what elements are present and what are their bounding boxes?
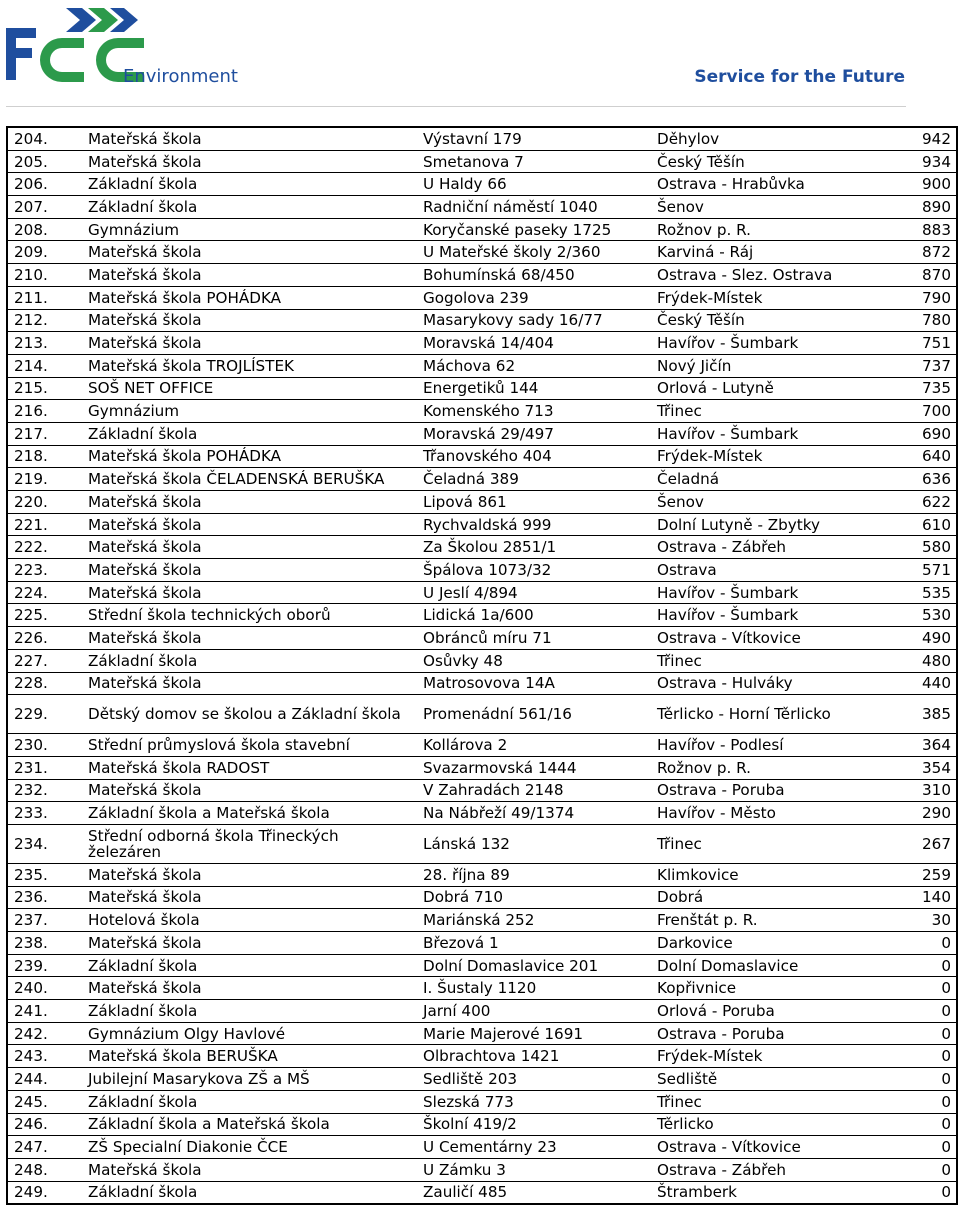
- street-address: V Zahradách 2148: [417, 779, 651, 802]
- table-row: [7, 218, 957, 241]
- street-address: Koryčanské paseky 1725: [417, 218, 651, 241]
- city-name: Rožnov p. R.: [651, 756, 871, 779]
- city-name: Havířov - Podlesí: [651, 734, 871, 757]
- row-value: 0: [871, 1090, 957, 1113]
- row-value: 0: [871, 1000, 957, 1023]
- city-name: Orlová - Lutyně: [651, 377, 871, 400]
- street-address: Rychvaldská 999: [417, 513, 651, 536]
- table-row: [7, 649, 957, 672]
- street-address: Energetiků 144: [417, 377, 651, 400]
- city-name: Ostrava - Hulváky: [651, 672, 871, 695]
- street-address: Máchova 62: [417, 354, 651, 377]
- street-address: Svazarmovská 1444: [417, 756, 651, 779]
- city-name: Ostrava - Zábřeh: [651, 1158, 871, 1181]
- row-value: 364: [871, 734, 957, 757]
- city-name: Český Těšín: [651, 150, 871, 173]
- row-value: 267: [871, 824, 957, 863]
- school-name: Mateřská škola ČELADENSKÁ BERUŠKA: [82, 468, 417, 491]
- city-name: Třinec: [651, 649, 871, 672]
- table-row: [7, 954, 957, 977]
- row-number: 245.: [7, 1090, 82, 1113]
- school-name: Střední průmyslová škola stavební: [82, 734, 417, 757]
- table-row: [7, 264, 957, 287]
- table-row: [7, 400, 957, 423]
- environment-label: Environment: [123, 66, 238, 87]
- row-value: 870: [871, 264, 957, 287]
- row-value: 580: [871, 536, 957, 559]
- school-name: Mateřská škola: [82, 581, 417, 604]
- row-number: 238.: [7, 932, 82, 955]
- city-name: Frenštát p. R.: [651, 909, 871, 932]
- table-row: [7, 734, 957, 757]
- row-number: 212.: [7, 309, 82, 332]
- street-address: Osůvky 48: [417, 649, 651, 672]
- row-number: 206.: [7, 173, 82, 196]
- table-row: [7, 824, 957, 863]
- street-address: Lánská 132: [417, 824, 651, 863]
- table-row: [7, 627, 957, 650]
- city-name: Havířov - Šumbark: [651, 581, 871, 604]
- street-address: Masarykovy sady 16/77: [417, 309, 651, 332]
- table-row: [7, 1068, 957, 1091]
- school-name: Základní škola: [82, 1090, 417, 1113]
- row-number: 215.: [7, 377, 82, 400]
- street-address: Zauličí 485: [417, 1181, 651, 1204]
- school-name: Základní škola: [82, 1000, 417, 1023]
- table-row: [7, 1000, 957, 1023]
- city-name: Ostrava - Poruba: [651, 1022, 871, 1045]
- table-row: [7, 286, 957, 309]
- table-row: [7, 536, 957, 559]
- row-number: 244.: [7, 1068, 82, 1091]
- school-name: Mateřská škola: [82, 559, 417, 582]
- row-number: 233.: [7, 802, 82, 825]
- table-row: [7, 332, 957, 355]
- street-address: Čeladná 389: [417, 468, 651, 491]
- school-name: Mateřská škola: [82, 150, 417, 173]
- city-name: Frýdek-Místek: [651, 445, 871, 468]
- row-value: 480: [871, 649, 957, 672]
- city-name: Havířov - Šumbark: [651, 604, 871, 627]
- row-number: 217.: [7, 422, 82, 445]
- school-name: Mateřská škola BERUŠKA: [82, 1045, 417, 1068]
- school-name: Mateřská škola: [82, 264, 417, 287]
- street-address: U Mateřské školy 2/360: [417, 241, 651, 264]
- header-divider: [6, 106, 906, 107]
- table-row: [7, 1181, 957, 1204]
- street-address: Marie Majerové 1691: [417, 1022, 651, 1045]
- school-name: Základní škola: [82, 954, 417, 977]
- street-address: Obránců míru 71: [417, 627, 651, 650]
- table-row: [7, 173, 957, 196]
- row-value: 490: [871, 627, 957, 650]
- school-name: Mateřská škola: [82, 932, 417, 955]
- row-value: 571: [871, 559, 957, 582]
- street-address: U Cementárny 23: [417, 1136, 651, 1159]
- row-value: 640: [871, 445, 957, 468]
- row-value: 259: [871, 863, 957, 886]
- row-value: 290: [871, 802, 957, 825]
- table-row: [7, 241, 957, 264]
- table-row: [7, 513, 957, 536]
- city-name: Třinec: [651, 1090, 871, 1113]
- row-number: 221.: [7, 513, 82, 536]
- row-value: 636: [871, 468, 957, 491]
- school-name: Mateřská škola: [82, 627, 417, 650]
- school-name: Dětský domov se školou a Základní škola: [82, 695, 417, 734]
- row-number: 232.: [7, 779, 82, 802]
- street-address: Promenádní 561/16: [417, 695, 651, 734]
- street-address: Třanovského 404: [417, 445, 651, 468]
- city-name: Český Těšín: [651, 309, 871, 332]
- city-name: Těrlicko: [651, 1113, 871, 1136]
- city-name: Dolní Domaslavice: [651, 954, 871, 977]
- school-name: Mateřská škola: [82, 1158, 417, 1181]
- row-value: 0: [871, 977, 957, 1000]
- city-name: Štramberk: [651, 1181, 871, 1204]
- school-name: Základní škola: [82, 649, 417, 672]
- school-name: Jubilejní Masarykova ZŠ a MŠ: [82, 1068, 417, 1091]
- row-number: 210.: [7, 264, 82, 287]
- city-name: Ostrava - Vítkovice: [651, 627, 871, 650]
- street-address: Výstavní 179: [417, 127, 651, 150]
- city-name: Nový Jičín: [651, 354, 871, 377]
- street-address: 28. října 89: [417, 863, 651, 886]
- street-address: Komenského 713: [417, 400, 651, 423]
- row-number: 237.: [7, 909, 82, 932]
- row-value: 751: [871, 332, 957, 355]
- row-number: 204.: [7, 127, 82, 150]
- row-number: 228.: [7, 672, 82, 695]
- table-row: [7, 491, 957, 514]
- row-value: 0: [871, 1113, 957, 1136]
- street-address: U Jeslí 4/894: [417, 581, 651, 604]
- row-value: 0: [871, 1181, 957, 1204]
- table-row: [7, 863, 957, 886]
- row-value: 0: [871, 1068, 957, 1091]
- city-name: Sedliště: [651, 1068, 871, 1091]
- city-name: Dobrá: [651, 886, 871, 909]
- street-address: Za Školou 2851/1: [417, 536, 651, 559]
- table-row: [7, 1090, 957, 1113]
- row-value: 735: [871, 377, 957, 400]
- row-number: 229.: [7, 695, 82, 734]
- street-address: Moravská 14/404: [417, 332, 651, 355]
- row-value: 700: [871, 400, 957, 423]
- street-address: Radniční náměstí 1040: [417, 196, 651, 219]
- school-name: Základní škola: [82, 196, 417, 219]
- row-number: 230.: [7, 734, 82, 757]
- row-number: 207.: [7, 196, 82, 219]
- table-row: [7, 150, 957, 173]
- row-number: 223.: [7, 559, 82, 582]
- school-name: Gymnázium: [82, 218, 417, 241]
- table-row: [7, 581, 957, 604]
- school-name: Mateřská škola: [82, 513, 417, 536]
- city-name: Frýdek-Místek: [651, 286, 871, 309]
- row-value: 535: [871, 581, 957, 604]
- school-name: Základní škola: [82, 422, 417, 445]
- city-name: Havířov - Město: [651, 802, 871, 825]
- row-value: 310: [871, 779, 957, 802]
- table-row: [7, 802, 957, 825]
- row-number: 225.: [7, 604, 82, 627]
- tagline: Service for the Future: [694, 67, 905, 87]
- row-number: 214.: [7, 354, 82, 377]
- row-number: 247.: [7, 1136, 82, 1159]
- row-number: 248.: [7, 1158, 82, 1181]
- school-name: SOŠ NET OFFICE: [82, 377, 417, 400]
- school-name: Mateřská škola TROJLÍSTEK: [82, 354, 417, 377]
- row-value: 0: [871, 932, 957, 955]
- row-value: 0: [871, 1045, 957, 1068]
- city-name: Ostrava - Slez. Ostrava: [651, 264, 871, 287]
- street-address: Špálova 1073/32: [417, 559, 651, 582]
- table-row: [7, 977, 957, 1000]
- table-row: [7, 559, 957, 582]
- row-value: 140: [871, 886, 957, 909]
- row-number: 243.: [7, 1045, 82, 1068]
- row-value: 385: [871, 695, 957, 734]
- city-name: Klimkovice: [651, 863, 871, 886]
- city-name: Děhylov: [651, 127, 871, 150]
- school-name: Gymnázium Olgy Havlové: [82, 1022, 417, 1045]
- street-address: Dobrá 710: [417, 886, 651, 909]
- row-value: 942: [871, 127, 957, 150]
- row-number: 249.: [7, 1181, 82, 1204]
- city-name: Karviná - Ráj: [651, 241, 871, 264]
- row-number: 239.: [7, 954, 82, 977]
- row-number: 246.: [7, 1113, 82, 1136]
- school-name: Mateřská škola: [82, 241, 417, 264]
- street-address: Moravská 29/497: [417, 422, 651, 445]
- street-address: U Zámku 3: [417, 1158, 651, 1181]
- school-name: Mateřská škola: [82, 977, 417, 1000]
- table-row: [7, 886, 957, 909]
- row-value: 780: [871, 309, 957, 332]
- row-number: 241.: [7, 1000, 82, 1023]
- street-address: Na Nábřeží 49/1374: [417, 802, 651, 825]
- row-number: 234.: [7, 824, 82, 863]
- table-row: [7, 377, 957, 400]
- street-address: U Haldy 66: [417, 173, 651, 196]
- row-number: 219.: [7, 468, 82, 491]
- street-address: Mariánská 252: [417, 909, 651, 932]
- school-name: Mateřská škola: [82, 127, 417, 150]
- table-row: [7, 354, 957, 377]
- row-value: 0: [871, 1136, 957, 1159]
- school-name: Základní škola: [82, 173, 417, 196]
- row-number: 242.: [7, 1022, 82, 1045]
- street-address: Matrosovova 14A: [417, 672, 651, 695]
- table-row: [7, 932, 957, 955]
- street-address: Slezská 773: [417, 1090, 651, 1113]
- street-address: Lidická 1a/600: [417, 604, 651, 627]
- city-name: Ostrava - Hrabůvka: [651, 173, 871, 196]
- row-number: 216.: [7, 400, 82, 423]
- row-value: 934: [871, 150, 957, 173]
- row-value: 610: [871, 513, 957, 536]
- table-row: [7, 1158, 957, 1181]
- row-number: 240.: [7, 977, 82, 1000]
- city-name: Kopřivnice: [651, 977, 871, 1000]
- row-value: 354: [871, 756, 957, 779]
- schools-table-body: [7, 127, 957, 1204]
- city-name: Šenov: [651, 491, 871, 514]
- table-row: [7, 1136, 957, 1159]
- city-name: Ostrava: [651, 559, 871, 582]
- row-value: 890: [871, 196, 957, 219]
- row-number: 231.: [7, 756, 82, 779]
- row-value: 622: [871, 491, 957, 514]
- school-name: Střední škola technických oborů: [82, 604, 417, 627]
- row-value: 690: [871, 422, 957, 445]
- row-number: 236.: [7, 886, 82, 909]
- row-number: 226.: [7, 627, 82, 650]
- city-name: Třinec: [651, 824, 871, 863]
- row-number: 224.: [7, 581, 82, 604]
- row-number: 205.: [7, 150, 82, 173]
- city-name: Darkovice: [651, 932, 871, 955]
- row-number: 213.: [7, 332, 82, 355]
- school-name: Mateřská škola: [82, 309, 417, 332]
- table-row: [7, 909, 957, 932]
- row-value: 30: [871, 909, 957, 932]
- table-row: [7, 422, 957, 445]
- school-name: Střední odborná škola Třineckých železáren: [82, 824, 417, 863]
- row-number: 218.: [7, 445, 82, 468]
- school-name: Základní škola a Mateřská škola: [82, 802, 417, 825]
- table-row: [7, 445, 957, 468]
- school-name: Hotelová škola: [82, 909, 417, 932]
- street-address: Gogolova 239: [417, 286, 651, 309]
- row-value: 440: [871, 672, 957, 695]
- row-value: 530: [871, 604, 957, 627]
- row-value: 900: [871, 173, 957, 196]
- schools-table: [6, 126, 958, 1205]
- street-address: Jarní 400: [417, 1000, 651, 1023]
- city-name: Třinec: [651, 400, 871, 423]
- table-row: [7, 127, 957, 150]
- city-name: Orlová - Poruba: [651, 1000, 871, 1023]
- school-name: Mateřská škola: [82, 672, 417, 695]
- school-name: Mateřská škola: [82, 491, 417, 514]
- city-name: Havířov - Šumbark: [651, 332, 871, 355]
- school-name: Základní škola: [82, 1181, 417, 1204]
- row-number: 211.: [7, 286, 82, 309]
- row-value: 0: [871, 954, 957, 977]
- table-row: [7, 468, 957, 491]
- table-row: [7, 672, 957, 695]
- school-name: Mateřská škola: [82, 536, 417, 559]
- street-address: Olbrachtova 1421: [417, 1045, 651, 1068]
- row-value: 872: [871, 241, 957, 264]
- city-name: Šenov: [651, 196, 871, 219]
- row-number: 208.: [7, 218, 82, 241]
- row-number: 227.: [7, 649, 82, 672]
- school-name: Základní škola a Mateřská škola: [82, 1113, 417, 1136]
- city-name: Dolní Lutyně - Zbytky: [651, 513, 871, 536]
- page-header: [0, 0, 960, 108]
- row-value: 883: [871, 218, 957, 241]
- school-name: Mateřská škola RADOST: [82, 756, 417, 779]
- school-name: Mateřská škola POHÁDKA: [82, 445, 417, 468]
- street-address: Březová 1: [417, 932, 651, 955]
- table-row: [7, 1113, 957, 1136]
- row-value: 790: [871, 286, 957, 309]
- school-name: ZŠ Specialní Diakonie ČCE: [82, 1136, 417, 1159]
- street-address: I. Šustaly 1120: [417, 977, 651, 1000]
- table-row: [7, 756, 957, 779]
- city-name: Čeladná: [651, 468, 871, 491]
- street-address: Dolní Domaslavice 201: [417, 954, 651, 977]
- table-row: [7, 1022, 957, 1045]
- city-name: Ostrava - Poruba: [651, 779, 871, 802]
- city-name: Rožnov p. R.: [651, 218, 871, 241]
- city-name: Ostrava - Vítkovice: [651, 1136, 871, 1159]
- row-number: 209.: [7, 241, 82, 264]
- city-name: Frýdek-Místek: [651, 1045, 871, 1068]
- city-name: Havířov - Šumbark: [651, 422, 871, 445]
- table-row: [7, 695, 957, 734]
- table-row: [7, 779, 957, 802]
- street-address: Bohumínská 68/450: [417, 264, 651, 287]
- table-row: [7, 1045, 957, 1068]
- table-row: [7, 309, 957, 332]
- row-value: 0: [871, 1022, 957, 1045]
- street-address: Sedliště 203: [417, 1068, 651, 1091]
- street-address: Školní 419/2: [417, 1113, 651, 1136]
- school-name: Mateřská škola: [82, 779, 417, 802]
- city-name: Těrlicko - Horní Těrlicko: [651, 695, 871, 734]
- school-name: Mateřská škola POHÁDKA: [82, 286, 417, 309]
- table-row: [7, 196, 957, 219]
- row-value: 737: [871, 354, 957, 377]
- street-address: Smetanova 7: [417, 150, 651, 173]
- row-number: 222.: [7, 536, 82, 559]
- city-name: Ostrava - Zábřeh: [651, 536, 871, 559]
- street-address: Kollárova 2: [417, 734, 651, 757]
- school-name: Gymnázium: [82, 400, 417, 423]
- row-number: 220.: [7, 491, 82, 514]
- school-name: Mateřská škola: [82, 886, 417, 909]
- table-row: [7, 604, 957, 627]
- school-name: Mateřská škola: [82, 332, 417, 355]
- street-address: Lipová 861: [417, 491, 651, 514]
- school-name: Mateřská škola: [82, 863, 417, 886]
- row-value: 0: [871, 1158, 957, 1181]
- row-number: 235.: [7, 863, 82, 886]
